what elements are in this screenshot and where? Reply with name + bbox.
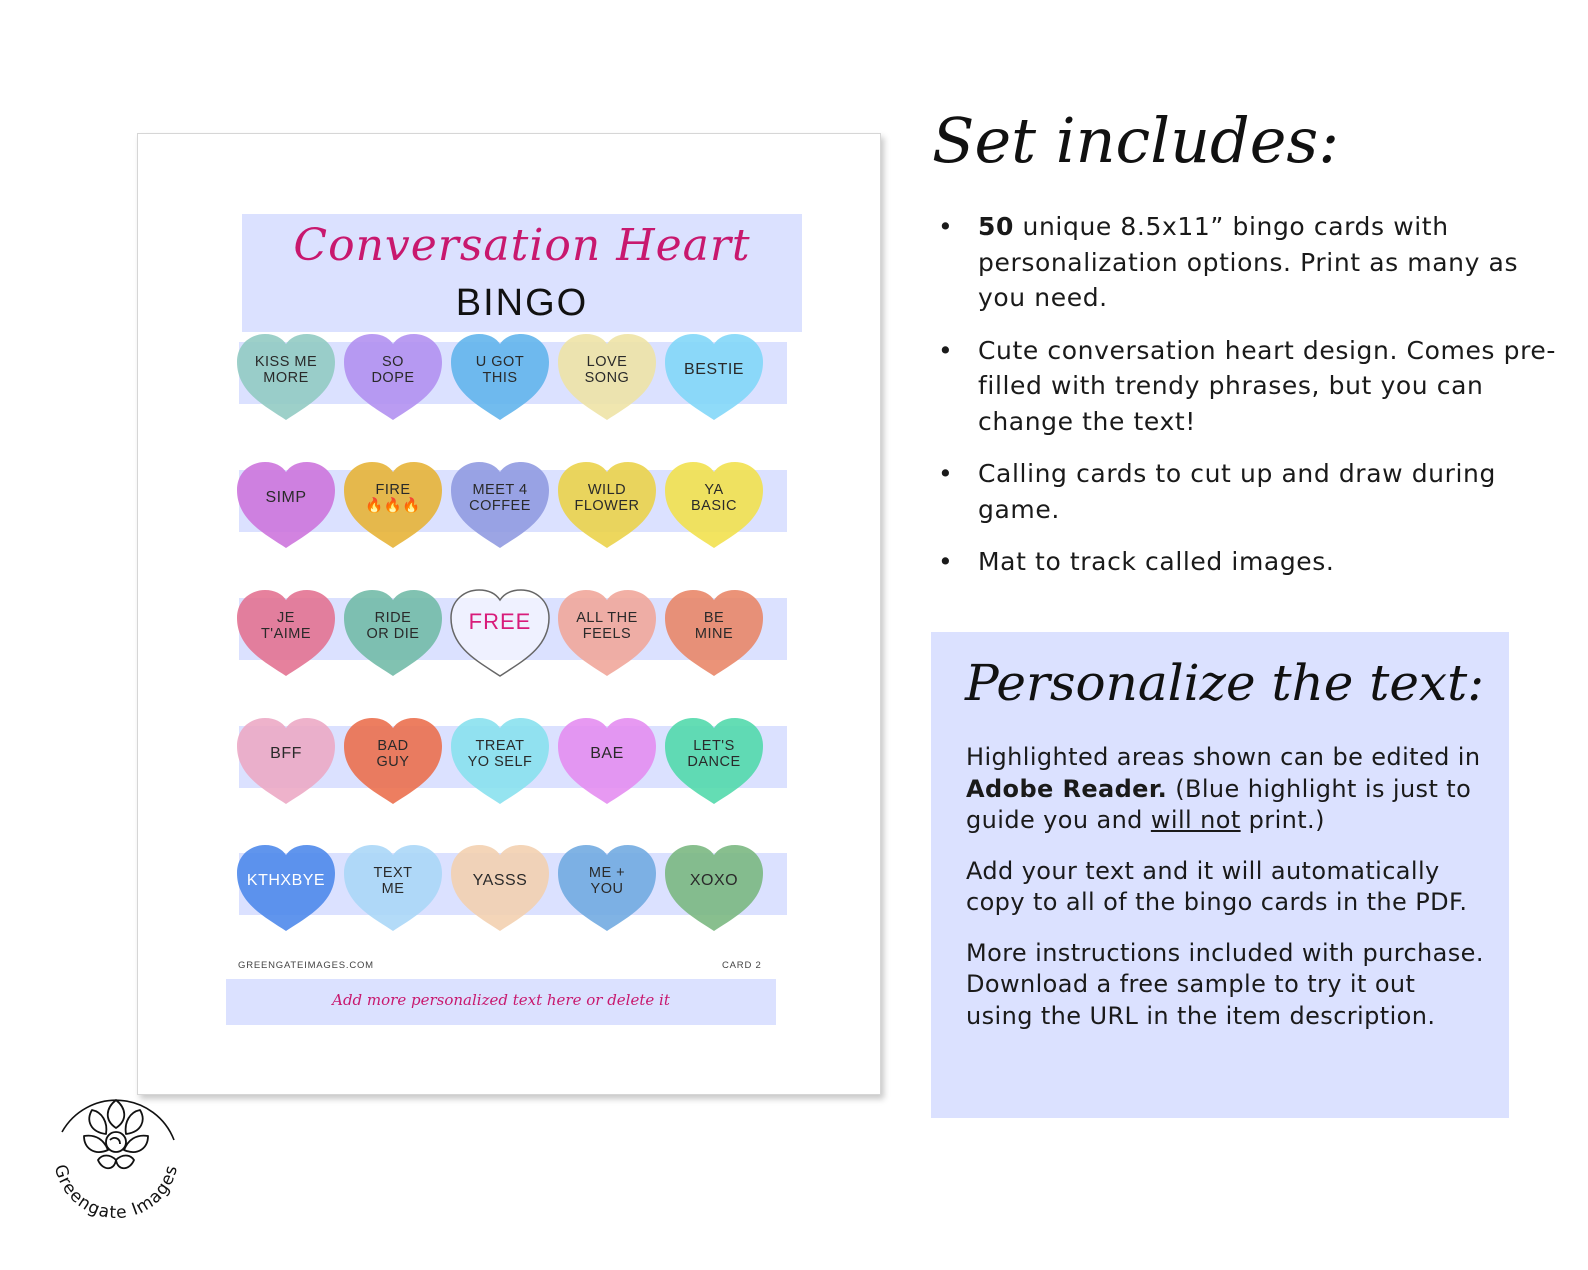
heart-cell: [663, 588, 765, 680]
heart-label: BAD GUY: [376, 738, 410, 770]
heart-label: BAE: [590, 745, 624, 762]
heart-icon: [235, 716, 337, 808]
heart-label: KISS ME MORE: [254, 354, 318, 386]
heart-label: ALL THE FEELS: [576, 610, 638, 642]
heart-cell: [663, 716, 765, 808]
heart-label: ME + YOU: [588, 865, 626, 897]
heart-cell: [342, 588, 444, 680]
heart-label: BESTIE: [684, 361, 744, 378]
heart-cell: [449, 843, 551, 935]
list-item: [938, 544, 1558, 580]
heart-cell: [342, 460, 444, 552]
logo-text: Greengate Images: [49, 1162, 183, 1222]
p1-underline: will not: [1150, 806, 1241, 834]
bullet-icon: •: [938, 547, 954, 576]
heart-cell: [663, 843, 765, 935]
heart-cell: [449, 588, 551, 680]
p1-text-a: Highlighted areas shown can be edited in: [966, 743, 1481, 771]
heart-cell: [449, 460, 551, 552]
bullet-text: unique 8.5x11” bingo cards with personalization options. Print as many as you need.: [978, 212, 1519, 312]
bullet-text: Calling cards to cut up and draw during game.: [978, 459, 1496, 524]
heart-label: TEXT ME: [373, 865, 413, 897]
set-includes-heading: Set includes:: [932, 104, 1340, 177]
list-item: [938, 209, 1558, 316]
heart-icon: [449, 588, 551, 680]
heart-label: YASSS: [472, 872, 528, 889]
heart-label: WILD FLOWER: [574, 482, 640, 514]
heart-icon: [556, 716, 658, 808]
heart-label: KTHXBYE: [246, 872, 326, 889]
heart-label: MEET 4 COFFEE: [469, 482, 531, 514]
bullet-text: Mat to track called images.: [978, 547, 1335, 576]
greengate-logo: [40, 1070, 192, 1222]
card-bottom-script: Add more personalized text here or delete it: [332, 991, 670, 1009]
personalize-panel: [931, 632, 1509, 1118]
heart-grid: [138, 134, 880, 1094]
heart-label: XOXO: [689, 872, 739, 889]
heart-cell: [342, 843, 444, 935]
bingo-card-preview: [137, 133, 881, 1095]
heart-label: BE MINE: [694, 610, 734, 642]
heart-cell: [449, 332, 551, 424]
heart-icon: [663, 332, 765, 424]
heart-label: SO DOPE: [371, 354, 415, 386]
bullet-bold: 50: [978, 212, 1014, 241]
heart-label: RIDE OR DIE: [366, 610, 420, 642]
heart-cell: [235, 460, 337, 552]
card-title-bingo: BINGO: [455, 282, 589, 324]
heart-cell: [663, 332, 765, 424]
heart-label: LOVE SONG: [584, 354, 630, 386]
personalize-paragraph-2: Add your text and it will automatically copy to all of the bingo cards in the PDF.: [966, 856, 1468, 916]
personalize-body: [966, 742, 1486, 1051]
card-bottom-bar: [226, 979, 776, 1025]
heart-label: FIRE 🔥🔥🔥: [365, 482, 421, 514]
p1-bold: Adobe Reader.: [966, 774, 1168, 803]
bullet-icon: •: [938, 459, 954, 488]
personalize-heading: Personalize the text:: [965, 654, 1485, 712]
heart-label: U GOT THIS: [475, 354, 525, 386]
heart-icon: [663, 843, 765, 935]
heart-cell: [556, 588, 658, 680]
card-footer-number: CARD 2: [722, 960, 762, 971]
set-includes-list: [938, 209, 1558, 597]
heart-cell: [556, 460, 658, 552]
heart-label: BFF: [270, 745, 302, 762]
heart-label: YA BASIC: [690, 482, 737, 514]
heart-cell: [235, 843, 337, 935]
heart-icon: [449, 843, 551, 935]
personalize-paragraph-1: [966, 742, 1486, 837]
card-title-script: Conversation Heart: [293, 220, 751, 271]
heart-cell: [449, 716, 551, 808]
heart-icon: [235, 460, 337, 552]
personalize-paragraph-3: More instructions included with purchase. Download a free sample to try it out using the URL in the item description.: [966, 938, 1484, 1030]
card-footer-website: GREENGATEIMAGES.COM: [238, 960, 374, 971]
heart-cell: [235, 716, 337, 808]
heart-label: TREAT YO SELF: [467, 738, 533, 770]
heart-label: SIMP: [265, 489, 307, 506]
heart-label: JE T'AIME: [260, 610, 312, 642]
heart-cell: [235, 332, 337, 424]
heart-label: LET'S DANCE: [687, 738, 741, 770]
heart-cell: [556, 716, 658, 808]
list-item: [938, 456, 1558, 527]
list-item: [938, 333, 1558, 440]
succulent-logo-icon: [40, 1070, 192, 1222]
heart-cell: [342, 332, 444, 424]
bullet-icon: •: [938, 212, 954, 241]
heart-cell: [556, 332, 658, 424]
bullet-text: Cute conversation heart design. Comes pre-filled with trendy phrases, but you can change the text!: [978, 335, 1557, 436]
p1-text-b: (Blue highlight is just to guide you and: [966, 774, 1472, 834]
heart-cell: [342, 716, 444, 808]
svg-text:Greengate Images: [50, 1162, 182, 1222]
bullet-icon: •: [938, 335, 954, 365]
heart-icon: [235, 843, 337, 935]
heart-cell: [235, 588, 337, 680]
heart-cell: [556, 843, 658, 935]
heart-cell: [663, 460, 765, 552]
heart-label: FREE: [468, 609, 532, 634]
p1-text-c: print.): [1240, 806, 1325, 834]
